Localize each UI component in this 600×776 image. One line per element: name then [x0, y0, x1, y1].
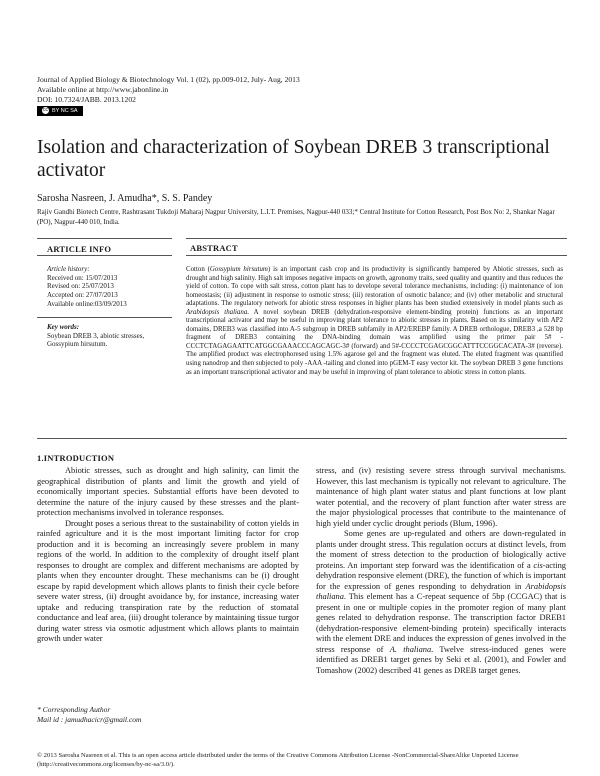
divider — [186, 238, 567, 239]
corresponding-author-footnote: * Corresponding Author Mail id : jamudhacicr@gmail.com — [37, 705, 142, 724]
keywords-label: Key words: — [47, 323, 80, 331]
license-footer: © 2013 Sarosha Nasreen et al. This is an open access article distributed under the terms of the Creative Commons Attribution License -NonCommercial-ShareAlike Unported License (http://creativecommons.org/licenses/by-nc-sa/3.0/). — [37, 752, 519, 768]
article-history — [47, 265, 127, 309]
article-title: Isolation and characterization of Soybean DREB 3 transcriptional activator — [37, 137, 550, 181]
divider — [37, 255, 172, 256]
article-authors: Sarosha Nasreen, J. Amudha*, S. S. Pandey — [37, 193, 213, 204]
intro-paragraph: Drought poses a serious threat to the sustainability of cotton yields in rainfed agriculture and it is the most important limiting factor for crop production and it is becoming an increasingly severe problem in many regions of the world. In addition to the complexity of drought itself plant responses to drought are complex and different mechanisms are adopted by plants when they encounter drought. These mechanisms can be (i) drought escape by rapid development which allows plants to finish their cycle before severe water stress, (ii) drought avoidance by, for instance, increasing water uptake and reducing transpiration rate by the reduction of stomatal conductance and leaf area, (iii) drought tolerance by maintaining tissue turgor during water stress via osmotic adjustment which allows plants to maintain growth under water — [37, 518, 299, 643]
author-email[interactable]: Mail id : jamudhacicr@gmail.com — [37, 715, 142, 724]
intro-paragraph: Some genes are up-regulated and others are down-regulated in plants under drought stress. This regulation occurs at distinct levels, from the moment of stress detection to the production of biologically active proteins. An important step forward was the identification of a cis-acting dehydration responsive element (DRE), the function of which is important for the expression of genes responding to dehydration in Arabidopsis thaliana. This element has a C-repeat sequence of 5bp (CCGAC) that is present in one or multiple copies in the promoter region of many plant genes related to dehydration response. The transcription factor DREB1 (dehydration-responsive element-binding protein) specifically interacts with the element DRE and induces the expression of genes involved in the stress response of A. thaliana. Twelve stress-induced genes were identified as DREB1 target genes by Seki et al. (2001), and Fowler and Tomashow (2002) described 41 genes as DREB target genes. — [316, 529, 566, 675]
introduction-heading: 1.INTRODUCTION — [37, 453, 115, 463]
article-affiliation: Rajiv Gandhi Biotech Centre, Rashtrasant Tukdoji Maharaj Nagpur University, L.I.T. Premises, Nagpur-440 033;* Central Institute for Cotton Research, Post Box No: 2, Shankar Nagar (PO), Nagpur-440 010, India. — [37, 208, 555, 226]
divider — [37, 238, 172, 239]
right-column — [316, 466, 566, 676]
divider — [37, 438, 567, 439]
keywords-list: Soybean DREB 3, abiotic stresses, Gossypium hirsutum. — [47, 331, 145, 349]
left-column — [37, 466, 299, 645]
journal-info — [37, 75, 300, 116]
accepted-date: Accepted on: 27/07/2013 — [47, 291, 118, 300]
divider — [37, 317, 172, 318]
history-label: Article history: — [47, 265, 90, 273]
received-date: Received on: 15/07/2013 — [47, 273, 118, 282]
journal-citation: Journal of Applied Biology & Biotechnology Vol. 1 (02), pp.009-012, July- Aug, 2013 — [37, 75, 300, 84]
journal-doi[interactable]: DOI: 10.7324/JABB. 2013.1202 — [37, 95, 136, 104]
article-info-heading: ARTICLE INFO — [47, 244, 112, 254]
abstract-heading: ABSTRACT — [190, 243, 238, 253]
cc-license-badge[interactable]: cc BY NC SA — [37, 106, 83, 116]
intro-paragraph: stress, and (iv) resisting severe stress through survival mechanisms. However, this last mechanism is typically not relevant to agriculture. The maintenance of high plant water status and plant functions at low plant water potential, and the recovery of plant function after water stress are the major physiological processes that contribute to the maintenance of high yield under cyclic drought periods (Blum, 1996). — [316, 466, 566, 528]
keywords — [47, 323, 177, 349]
revised-date: Revised on: 25/07/2013 — [47, 282, 114, 291]
cc-icon: cc — [43, 107, 48, 114]
journal-url[interactable]: Available online at http://www.jabonline.in — [37, 85, 169, 94]
abstract-text: Cotton (Gossypium hirsutum) is an important cash crop and its productivity is significantly hampered by Abiotic stresses, such as drought and high salinity. High salt imposes negative impacts on growth, agronomy traits, seed quality and quantity and thus reduces the yield of cotton. To cope with salt stress, cotton plant has to develope several tolerance mechanisms, including: (i) maintenance of ion homeostasis; (ii) adjustment in response to osmotic stress; (iii) restoration of osmotic balance; and (iv) other metabolic and structural adaptations. The regulatory network for abiotic stress responses in higher plants has been studied extensively in model plants such as Arabidopsis thaliana. A novel soybean DREB (dehydration-responsive element-binding protein) functions as an important transcriptional activator and may be useful in improving plant tolerance to abiotic stresses in plants. Based on its similarity with AP2 domains, DREB3 was classified into A-5 subgroup in DREB subfamily in AP2/EREBP family. A DREB orthologue, DREB3 ,a 528 bp fragment of DREB3 containing the DNA-binding domain was amplified using the primer pair 5# -CCCTCTAGAGAATTCATGGCGAAACCCAGCAGC-3# (forward) and 5#-CCCCTCGAGCGGCATTTCCGGCACATA-3# (reverse). The amplified product was electrophoresed using 1.5% agarose gel and the fragment was eluted. The eluted fragment was quantified using nanodrop and then subjected to poly -AAA -tailing and cloned into pGEM-T easy vector kit. The soybean DREB 3 gene functions as an important transcriptional activator and may be useful in improving of plant tolerance to abiotic stress in cotton plants. — [186, 266, 563, 376]
available-date: Available online:03/09/2013 — [47, 299, 127, 308]
intro-paragraph: Abiotic stresses, such as drought and high salinity, can limit the geographical distribution of plants and limit the growth and yield of economically important species. Substantial efforts have been devoted to determine the nature of the injury caused by these stresses and the plant-protection mechanisms involved in tolerance responses. — [37, 466, 299, 517]
divider — [186, 255, 567, 256]
